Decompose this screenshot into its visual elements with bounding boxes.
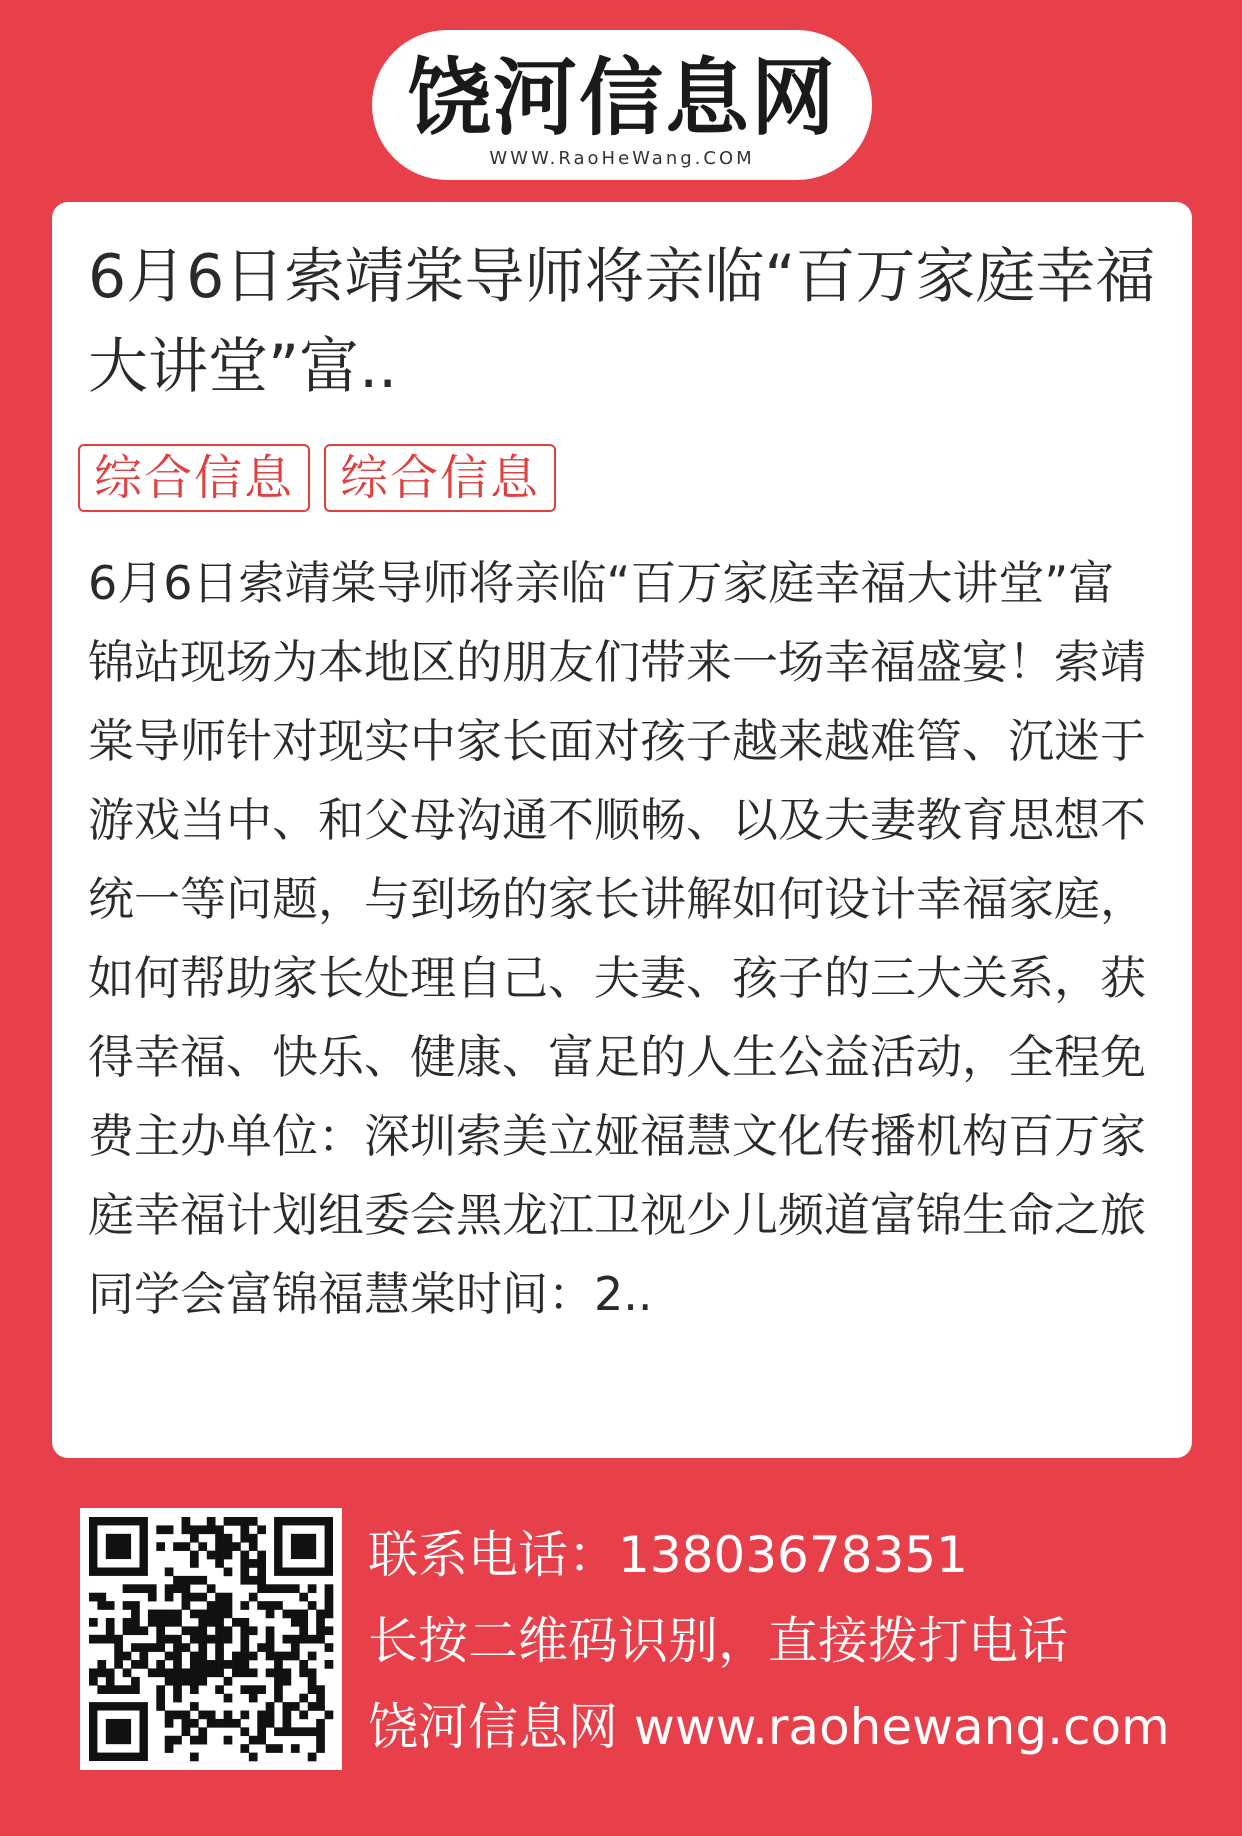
- site-logo[interactable]: [372, 30, 872, 180]
- tag-list: [78, 444, 556, 512]
- qr-hint: 长按二维码识别，直接拨打电话: [368, 1612, 1068, 1670]
- category-tag[interactable]: 综合信息: [324, 444, 556, 512]
- site-link[interactable]: 饶河信息网 www.raohewang.com: [368, 1698, 1170, 1756]
- qr-code-graphic: [80, 1508, 342, 1770]
- qr-code-icon[interactable]: [80, 1508, 342, 1770]
- contact-info: [368, 1512, 1170, 1770]
- phone-number[interactable]: 联系电话：13803678351: [368, 1526, 968, 1584]
- category-tag[interactable]: 综合信息: [78, 444, 310, 512]
- article-body: 6月6日索靖棠导师将亲临“百万家庭幸福大讲堂”富锦站现场为本地区的朋友们带来一场幸福盛宴！索靖棠导师针对现实中家长面对孩子越来越难管、沉迷于游戏当中、和父母沟通不顺畅、以及夫妻教育思想不统一等问题，与到场的家长讲解如何设计幸福家庭，如何帮助家长处理自己、夫妻、孩子的三大关系，获得幸福、快乐、健康、富足的人生公益活动，全程免费主办单位：深圳索美立娅福慧文化传播机构百万家庭幸福计划组委会黑龙江卫视少儿频道富锦生命之旅同学会富锦福慧棠时间：2..: [88, 556, 1146, 1321]
- logo-url: WWW.RaoHeWang.COM: [489, 148, 755, 169]
- logo-text: 饶河信息网: [406, 49, 837, 147]
- article-card: [52, 202, 1192, 1458]
- article-title: 6月6日索靖棠导师将亲临“百万家庭幸福大讲堂”富..: [88, 242, 1156, 402]
